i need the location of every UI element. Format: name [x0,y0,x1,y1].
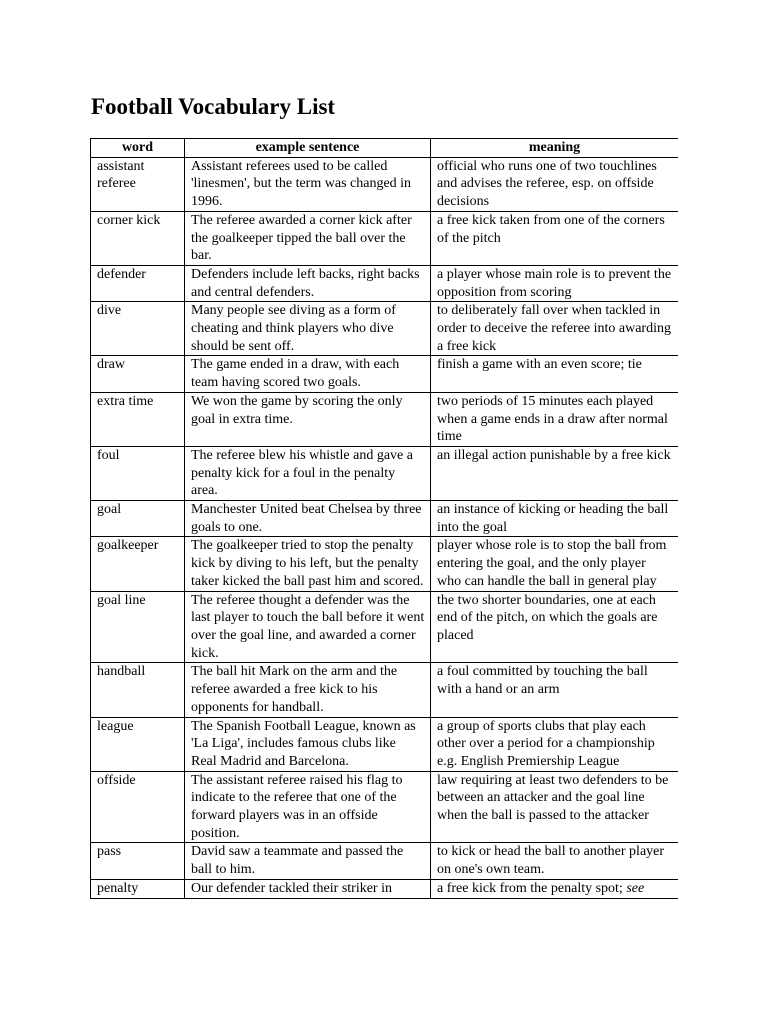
example-cell: The assistant referee raised his flag to indicate to the referee that one of the forward players was in an offside position. [185,771,431,843]
meaning-cell: a free kick taken from one of the corners of the pitch [431,211,679,265]
meaning-text: a free kick from the penalty spot; [437,880,623,896]
example-cell: The referee blew his whistle and gave a penalty kick for a foul in the penalty area. [185,446,431,500]
example-cell: The Spanish Football League, known as 'La Liga', includes famous clubs like Real Madrid and Barcelona. [185,717,431,771]
meaning-cell: the two shorter boundaries, one at each end of the pitch, on which the goals are placed [431,591,679,663]
vocabulary-table-container [90,138,678,918]
table-row [91,591,679,663]
example-cell: Many people see diving as a form of cheating and think players who dive should be sent off. [185,302,431,356]
word-cell: goal line [91,591,185,663]
meaning-cell: a player whose main role is to prevent the opposition from scoring [431,265,679,301]
table-row [91,717,679,771]
meaning-cell: to kick or head the ball to another player on one's own team. [431,843,679,879]
meaning-see-reference: see [626,880,645,896]
word-cell: goalkeeper [91,537,185,591]
word-cell: dive [91,302,185,356]
header-example-sentence: example sentence [185,139,431,158]
table-row [91,501,679,537]
word-cell: goal [91,501,185,537]
table-row [91,392,679,446]
meaning-cell: an instance of kicking or heading the ball into the goal [431,501,679,537]
header-word: word [91,139,185,158]
word-cell: offside [91,771,185,843]
word-cell: handball [91,663,185,717]
table-row [91,879,679,898]
example-cell: David saw a teammate and passed the ball to him. [185,843,431,879]
example-cell: Our defender tackled their striker in [185,879,431,898]
table-row [91,211,679,265]
example-cell: The goalkeeper tried to stop the penalty kick by diving to his left, but the penalty taker kicked the ball past him and scored. [185,537,431,591]
word-cell: league [91,717,185,771]
word-cell: corner kick [91,211,185,265]
word-cell: penalty [91,879,185,898]
example-cell: Assistant referees used to be called 'linesmen', but the term was changed in 1996. [185,157,431,211]
example-cell: We won the game by scoring the only goal in extra time. [185,392,431,446]
meaning-cell: player whose role is to stop the ball from entering the goal, and the only player who can handle the ball in general play [431,537,679,591]
table-row [91,356,679,392]
header-meaning: meaning [431,139,679,158]
meaning-cell: a group of sports clubs that play each other over a period for a championship e.g. English Premiership League [431,717,679,771]
table-row [91,843,679,879]
table-row [91,302,679,356]
word-cell: extra time [91,392,185,446]
table-row [91,771,679,843]
example-cell: The game ended in a draw, with each team having scored two goals. [185,356,431,392]
word-cell: draw [91,356,185,392]
example-cell: The referee awarded a corner kick after the goalkeeper tipped the ball over the bar. [185,211,431,265]
example-cell: The referee thought a defender was the last player to touch the ball before it went over the goal line, and awarded a corner kick. [185,591,431,663]
vocabulary-table [90,138,678,899]
meaning-cell: a foul committed by touching the ball with a hand or an arm [431,663,679,717]
word-cell: defender [91,265,185,301]
meaning-cell [431,879,679,898]
example-cell: The ball hit Mark on the arm and the referee awarded a free kick to his opponents for handball. [185,663,431,717]
meaning-cell: two periods of 15 minutes each played when a game ends in a draw after normal time [431,392,679,446]
table-row [91,446,679,500]
meaning-cell: finish a game with an even score; tie [431,356,679,392]
word-cell: assistant referee [91,157,185,211]
table-row [91,157,679,211]
meaning-cell: law requiring at least two defenders to be between an attacker and the goal line when the ball is passed to the attacker [431,771,679,843]
page-title: Football Vocabulary List [91,94,336,119]
word-cell: foul [91,446,185,500]
word-cell: pass [91,843,185,879]
example-cell: Defenders include left backs, right backs and central defenders. [185,265,431,301]
table-row [91,663,679,717]
example-cell: Manchester United beat Chelsea by three goals to one. [185,501,431,537]
meaning-cell: to deliberately fall over when tackled in order to deceive the referee into awarding a free kick [431,302,679,356]
meaning-cell: official who runs one of two touchlines and advises the referee, esp. on offside decisions [431,157,679,211]
table-row [91,265,679,301]
meaning-cell: an illegal action punishable by a free kick [431,446,679,500]
table-header-row [91,139,679,158]
table-row [91,537,679,591]
